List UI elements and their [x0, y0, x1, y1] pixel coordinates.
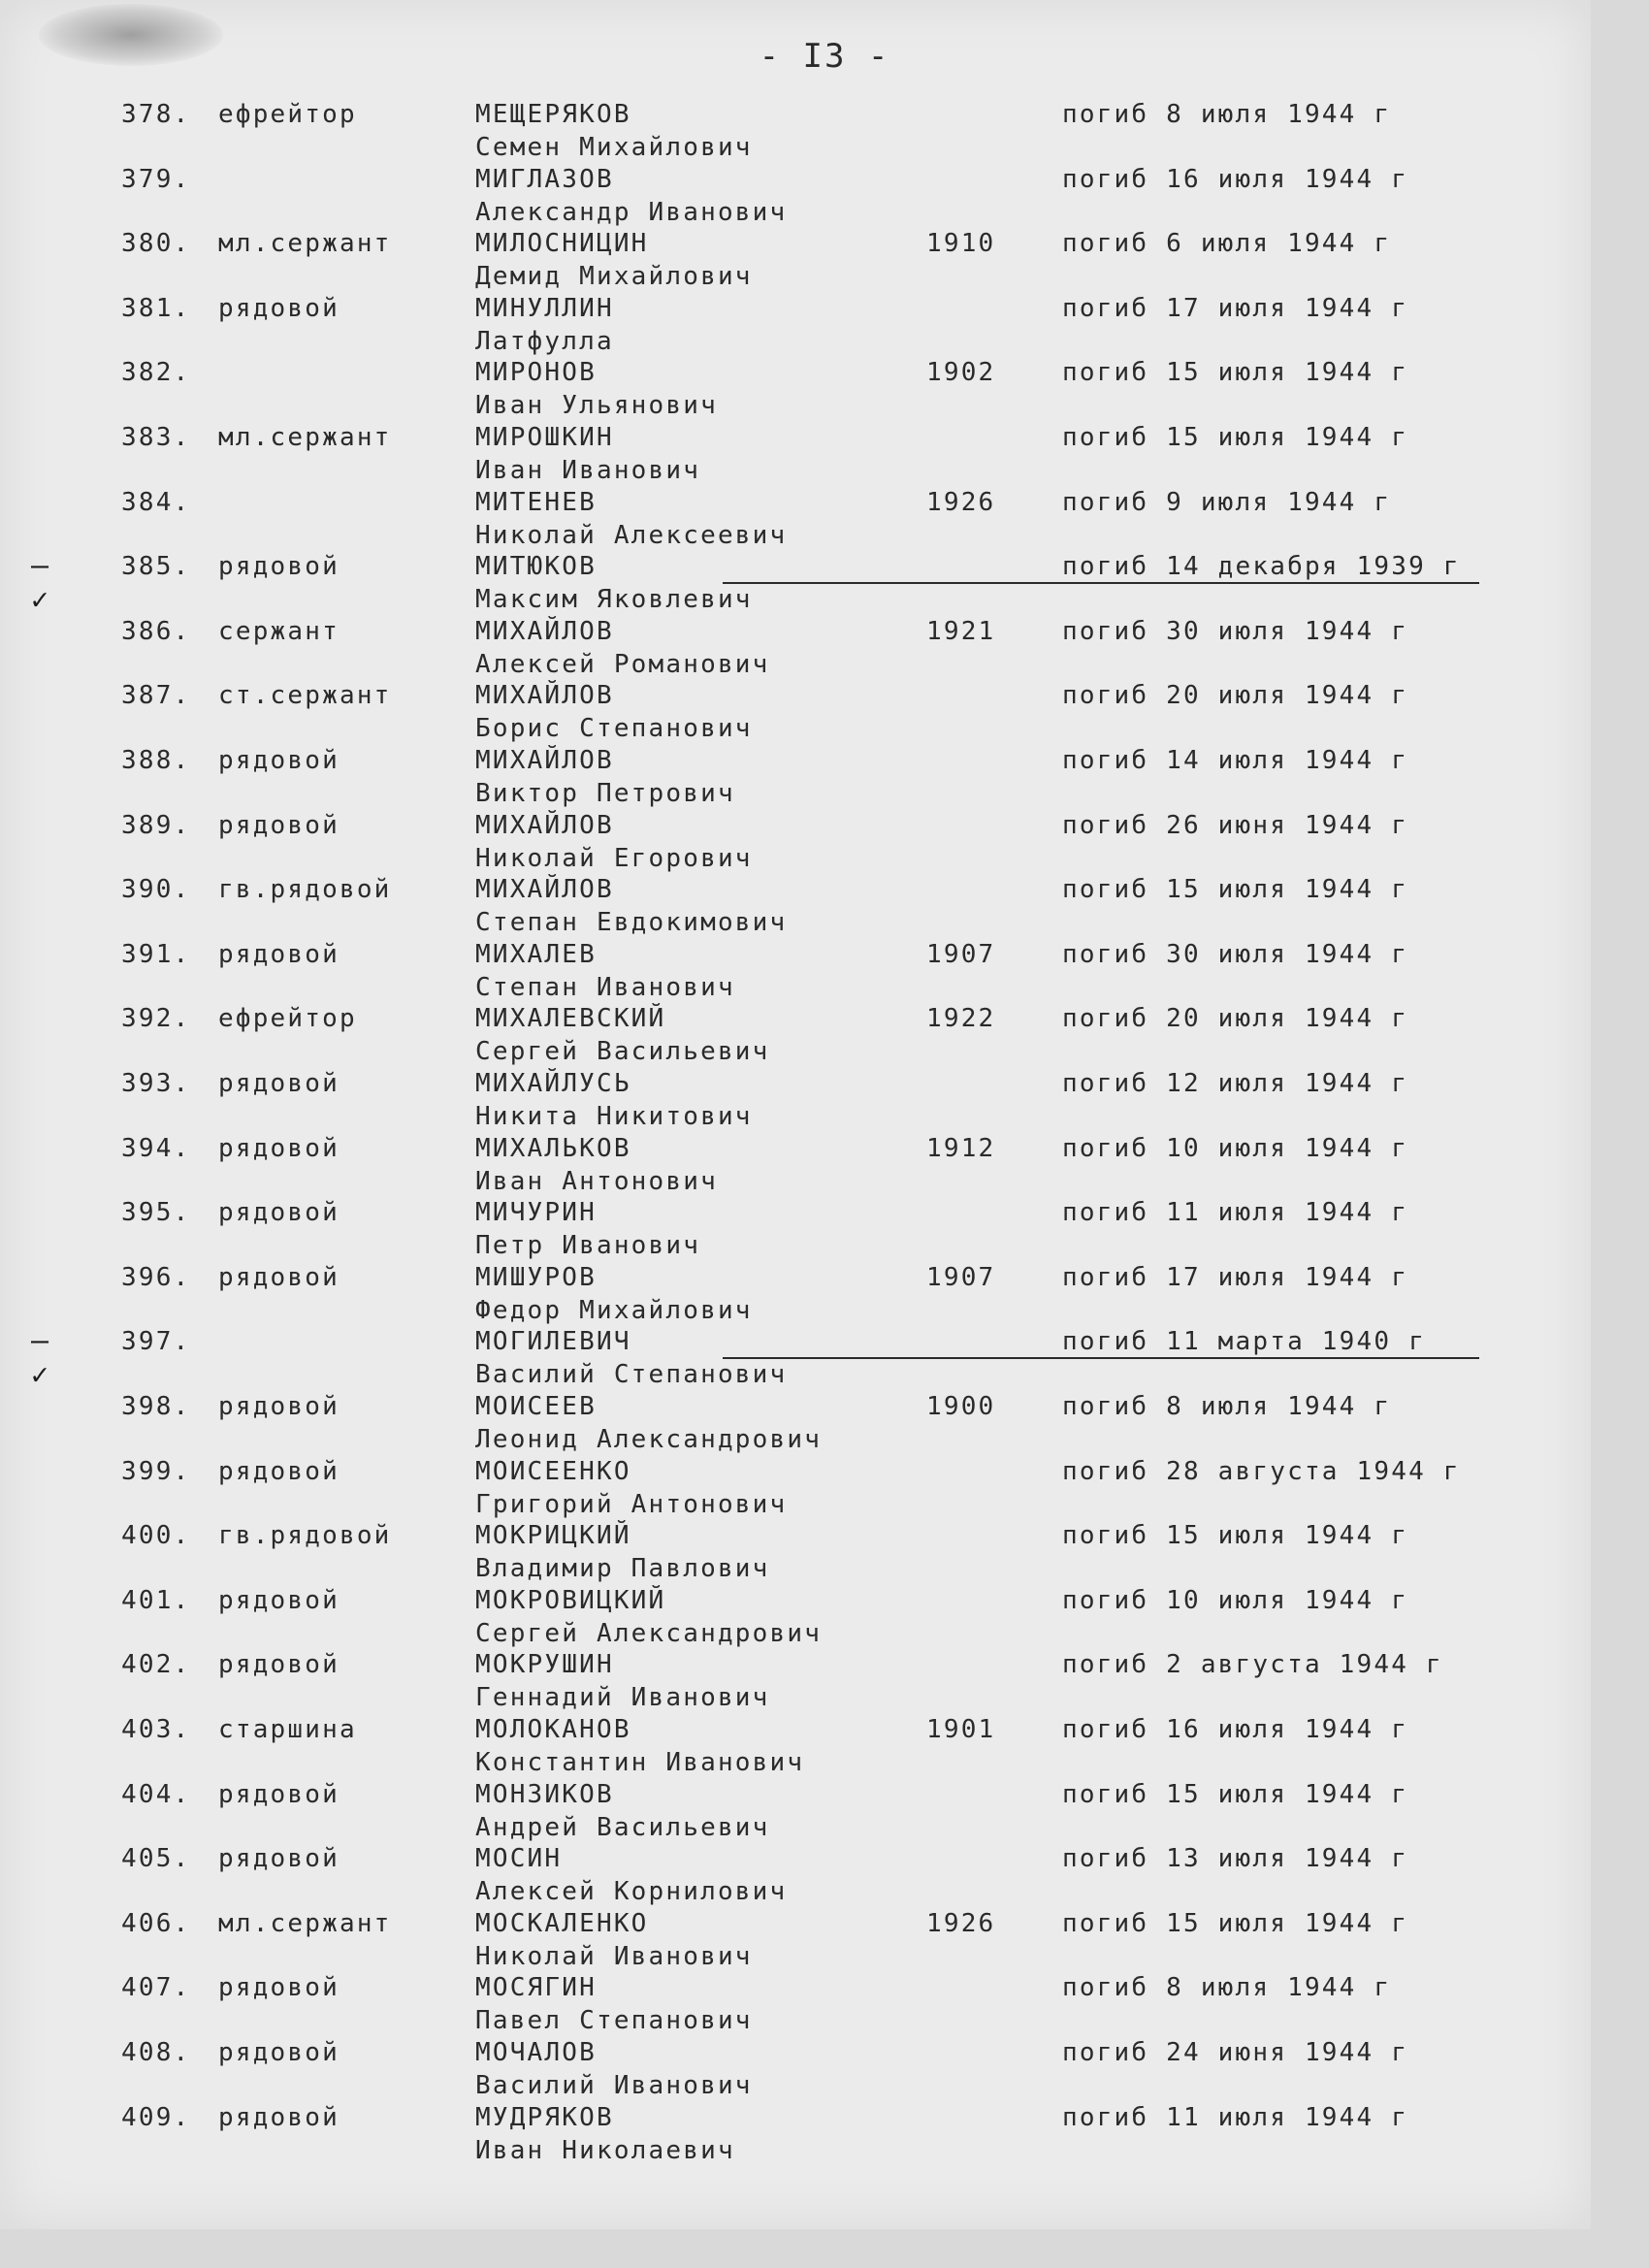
- entry-death: погиб 15 июля 1944 г: [1062, 1909, 1409, 1938]
- entry-surname: МОЧАЛОВ: [475, 2038, 597, 2067]
- entry-death: погиб 30 июля 1944 г: [1062, 617, 1409, 646]
- entry-num: 378.: [121, 100, 191, 129]
- entry-surname: МИГЛАЗОВ: [475, 165, 614, 194]
- entry-num: 386.: [121, 617, 191, 646]
- entry-death: погиб 14 июля 1944 г: [1062, 746, 1409, 775]
- entry-death: погиб 8 июля 1944 г: [1062, 1392, 1392, 1421]
- entry-rank: рядовой: [218, 294, 340, 323]
- entry-rank: рядовой: [218, 1069, 340, 1098]
- entry-surname: МОСЯГИН: [475, 1973, 597, 2002]
- entry-year: 1921: [926, 617, 996, 646]
- entry-rank: рядовой: [218, 1650, 340, 1679]
- margin-check-mark: —✓: [31, 549, 49, 617]
- entry-surname: МИХАЙЛОВ: [475, 875, 614, 904]
- entry-num: 397.: [121, 1327, 191, 1356]
- entry-death: погиб 15 июля 1944 г: [1062, 1780, 1409, 1809]
- entry-num: 392.: [121, 1004, 191, 1033]
- entry-rank: сержант: [218, 617, 340, 646]
- entry-name: Иван Иванович: [475, 456, 701, 485]
- entry-num: 408.: [121, 2038, 191, 2067]
- entry-num: 393.: [121, 1069, 191, 1098]
- entry-death: погиб 11 июля 1944 г: [1062, 1198, 1409, 1227]
- entry-surname: МОЛОКАНОВ: [475, 1715, 631, 1744]
- entry-death: погиб 16 июля 1944 г: [1062, 165, 1409, 194]
- entry-death: погиб 14 декабря 1939 г: [1062, 552, 1461, 581]
- entry-surname: МОНЗИКОВ: [475, 1780, 614, 1809]
- entry-num: 399.: [121, 1457, 191, 1486]
- entry-num: 402.: [121, 1650, 191, 1679]
- entry-name: Василий Иванович: [475, 2071, 753, 2100]
- entry-death: погиб 20 июля 1944 г: [1062, 681, 1409, 710]
- entry-death: погиб 12 июля 1944 г: [1062, 1069, 1409, 1098]
- entry-name: Николай Иванович: [475, 1942, 753, 1971]
- entry-surname: МИТЕНЕВ: [475, 488, 597, 517]
- page-number: - I3 -: [759, 37, 890, 76]
- entry-name: Демид Михайлович: [475, 262, 753, 291]
- entry-name: Иван Ульянович: [475, 391, 718, 420]
- entry-num: 389.: [121, 811, 191, 840]
- entry-death: погиб 30 июля 1944 г: [1062, 940, 1409, 969]
- entry-surname: МОСКАЛЕНКО: [475, 1909, 649, 1938]
- entry-num: 407.: [121, 1973, 191, 2002]
- entry-rank: гв.рядовой: [218, 1521, 392, 1550]
- entry-num: 387.: [121, 681, 191, 710]
- entry-death: погиб 24 июня 1944 г: [1062, 2038, 1409, 2067]
- entry-surname: МИРОНОВ: [475, 358, 597, 387]
- entry-rank: рядовой: [218, 1844, 340, 1873]
- entry-surname: МИХАЛЕВ: [475, 940, 597, 969]
- entry-name: Павел Степанович: [475, 2006, 753, 2035]
- entry-death: погиб 9 июля 1944 г: [1062, 488, 1392, 517]
- entry-name: Андрей Васильевич: [475, 1813, 770, 1842]
- entry-name: Сергей Васильевич: [475, 1037, 770, 1066]
- entry-num: 379.: [121, 165, 191, 194]
- entry-surname: МИНУЛЛИН: [475, 294, 614, 323]
- entry-rank: рядовой: [218, 1392, 340, 1421]
- entry-death: погиб 15 июля 1944 г: [1062, 358, 1409, 387]
- entry-rank: рядовой: [218, 1973, 340, 2002]
- entry-surname: МОКРОВИЦКИЙ: [475, 1586, 666, 1615]
- entry-name: Федор Михайлович: [475, 1296, 753, 1325]
- entry-name: Николай Алексеевич: [475, 521, 788, 550]
- entry-rank: рядовой: [218, 2038, 340, 2067]
- entry-rank: рядовой: [218, 1457, 340, 1486]
- entry-surname: МИЧУРИН: [475, 1198, 597, 1227]
- entry-rank: ефрейтор: [218, 1004, 357, 1033]
- entry-surname: МИХАЙЛОВ: [475, 681, 614, 710]
- entry-name: Геннадий Иванович: [475, 1683, 770, 1712]
- entry-rank: старшина: [218, 1715, 357, 1744]
- entry-year: 1922: [926, 1004, 996, 1033]
- entry-rank: мл.сержант: [218, 1909, 392, 1938]
- entry-name: Сергей Александрович: [475, 1619, 823, 1648]
- entry-surname: МИХАЛЬКОВ: [475, 1134, 631, 1163]
- entry-death: погиб 11 июля 1944 г: [1062, 2103, 1409, 2132]
- entry-rank: рядовой: [218, 552, 340, 581]
- entry-rank: гв.рядовой: [218, 875, 392, 904]
- entry-rank: рядовой: [218, 2103, 340, 2132]
- entry-name: Алексей Корнилович: [475, 1877, 788, 1906]
- entry-death: погиб 15 июля 1944 г: [1062, 1521, 1409, 1550]
- entry-num: 400.: [121, 1521, 191, 1550]
- entry-name: Петр Иванович: [475, 1231, 701, 1260]
- entry-name: Борис Степанович: [475, 714, 753, 743]
- entry-surname: МИХАЙЛОВ: [475, 746, 614, 775]
- entry-surname: МОИСЕЕВ: [475, 1392, 597, 1421]
- entry-name: Владимир Павлович: [475, 1554, 770, 1583]
- entry-death: погиб 2 августа 1944 г: [1062, 1650, 1443, 1679]
- entry-surname: МЕЩЕРЯКОВ: [475, 100, 631, 129]
- entry-death: погиб 15 июля 1944 г: [1062, 875, 1409, 904]
- entry-year: 1910: [926, 229, 996, 258]
- entry-num: 398.: [121, 1392, 191, 1421]
- entry-name: Григорий Антонович: [475, 1490, 788, 1519]
- entry-name: Семен Михайлович: [475, 133, 753, 162]
- entry-surname: МИХАЙЛОВ: [475, 811, 614, 840]
- entry-year: 1912: [926, 1134, 996, 1163]
- entry-surname: МОГИЛЕВИЧ: [475, 1327, 631, 1356]
- entry-num: 405.: [121, 1844, 191, 1873]
- margin-check-mark: —✓: [31, 1324, 49, 1392]
- entry-death: погиб 6 июля 1944 г: [1062, 229, 1392, 258]
- entry-rank: рядовой: [218, 1198, 340, 1227]
- entry-num: 383.: [121, 423, 191, 452]
- entry-name: Максим Яковлевич: [475, 585, 753, 614]
- entry-surname: МИХАЛЕВСКИЙ: [475, 1004, 666, 1033]
- entry-death: погиб 10 июля 1944 г: [1062, 1586, 1409, 1615]
- entry-num: 381.: [121, 294, 191, 323]
- entry-rank: мл.сержант: [218, 229, 392, 258]
- entry-rank: рядовой: [218, 811, 340, 840]
- entry-death: погиб 26 июня 1944 г: [1062, 811, 1409, 840]
- entry-death: погиб 8 июля 1944 г: [1062, 100, 1392, 129]
- entry-name: Константин Иванович: [475, 1748, 805, 1777]
- entry-num: 384.: [121, 488, 191, 517]
- entry-death: погиб 11 марта 1940 г: [1062, 1327, 1426, 1356]
- entry-num: 403.: [121, 1715, 191, 1744]
- entry-name: Латфулла: [475, 327, 614, 356]
- entry-num: 380.: [121, 229, 191, 258]
- entry-year: 1907: [926, 1263, 996, 1292]
- entry-surname: МИТЮКОВ: [475, 552, 597, 581]
- entry-name: Никита Никитович: [475, 1102, 753, 1131]
- entry-surname: МИХАЙЛОВ: [475, 617, 614, 646]
- entry-num: 388.: [121, 746, 191, 775]
- entry-name: Алексей Романович: [475, 650, 770, 679]
- entry-rank: рядовой: [218, 1780, 340, 1809]
- entry-surname: МИЛОСНИЦИН: [475, 229, 649, 258]
- entry-year: 1907: [926, 940, 996, 969]
- underline-rule: [723, 1357, 1479, 1359]
- entry-death: погиб 13 июля 1944 г: [1062, 1844, 1409, 1873]
- entry-num: 390.: [121, 875, 191, 904]
- entry-num: 382.: [121, 358, 191, 387]
- underline-rule: [723, 582, 1479, 584]
- entry-name: Степан Евдокимович: [475, 908, 788, 937]
- entry-surname: МИРОШКИН: [475, 423, 614, 452]
- entry-rank: ефрейтор: [218, 100, 357, 129]
- entry-surname: МОКРУШИН: [475, 1650, 614, 1679]
- entry-death: погиб 17 июля 1944 г: [1062, 1263, 1409, 1292]
- entry-surname: МИХАЙЛУСЬ: [475, 1069, 631, 1098]
- entry-name: Василий Степанович: [475, 1360, 788, 1389]
- entry-death: погиб 28 августа 1944 г: [1062, 1457, 1461, 1486]
- entry-surname: МОСИН: [475, 1844, 563, 1873]
- entry-surname: МОИСЕЕНКО: [475, 1457, 631, 1486]
- entry-rank: рядовой: [218, 1586, 340, 1615]
- entry-death: погиб 17 июля 1944 г: [1062, 294, 1409, 323]
- entry-year: 1900: [926, 1392, 996, 1421]
- entry-name: Александр Иванович: [475, 198, 788, 227]
- entry-num: 401.: [121, 1586, 191, 1615]
- entry-rank: ст.сержант: [218, 681, 392, 710]
- entry-year: 1901: [926, 1715, 996, 1744]
- entry-name: Иван Антонович: [475, 1167, 718, 1196]
- entry-num: 404.: [121, 1780, 191, 1809]
- entry-surname: МУДРЯКОВ: [475, 2103, 614, 2132]
- entry-num: 391.: [121, 940, 191, 969]
- entry-rank: мл.сержант: [218, 423, 392, 452]
- entry-num: 395.: [121, 1198, 191, 1227]
- entry-year: 1926: [926, 488, 996, 517]
- entry-year: 1926: [926, 1909, 996, 1938]
- entry-num: 409.: [121, 2103, 191, 2132]
- entry-death: погиб 15 июля 1944 г: [1062, 423, 1409, 452]
- entry-num: 385.: [121, 552, 191, 581]
- entry-rank: рядовой: [218, 1263, 340, 1292]
- entry-rank: рядовой: [218, 940, 340, 969]
- entry-rank: рядовой: [218, 1134, 340, 1163]
- entry-num: 406.: [121, 1909, 191, 1938]
- entry-death: погиб 10 июля 1944 г: [1062, 1134, 1409, 1163]
- entry-num: 396.: [121, 1263, 191, 1292]
- entry-name: Леонид Александрович: [475, 1425, 823, 1454]
- entry-name: Иван Николаевич: [475, 2136, 735, 2165]
- entry-rank: рядовой: [218, 746, 340, 775]
- entry-year: 1902: [926, 358, 996, 387]
- entry-num: 394.: [121, 1134, 191, 1163]
- entry-surname: МОКРИЦКИЙ: [475, 1521, 631, 1550]
- entry-name: Степан Иванович: [475, 973, 735, 1002]
- entry-death: погиб 20 июля 1944 г: [1062, 1004, 1409, 1033]
- entry-name: Виктор Петрович: [475, 779, 735, 808]
- entry-surname: МИШУРОВ: [475, 1263, 597, 1292]
- entry-name: Николай Егорович: [475, 844, 753, 873]
- entry-death: погиб 16 июля 1944 г: [1062, 1715, 1409, 1744]
- entry-death: погиб 8 июля 1944 г: [1062, 1973, 1392, 2002]
